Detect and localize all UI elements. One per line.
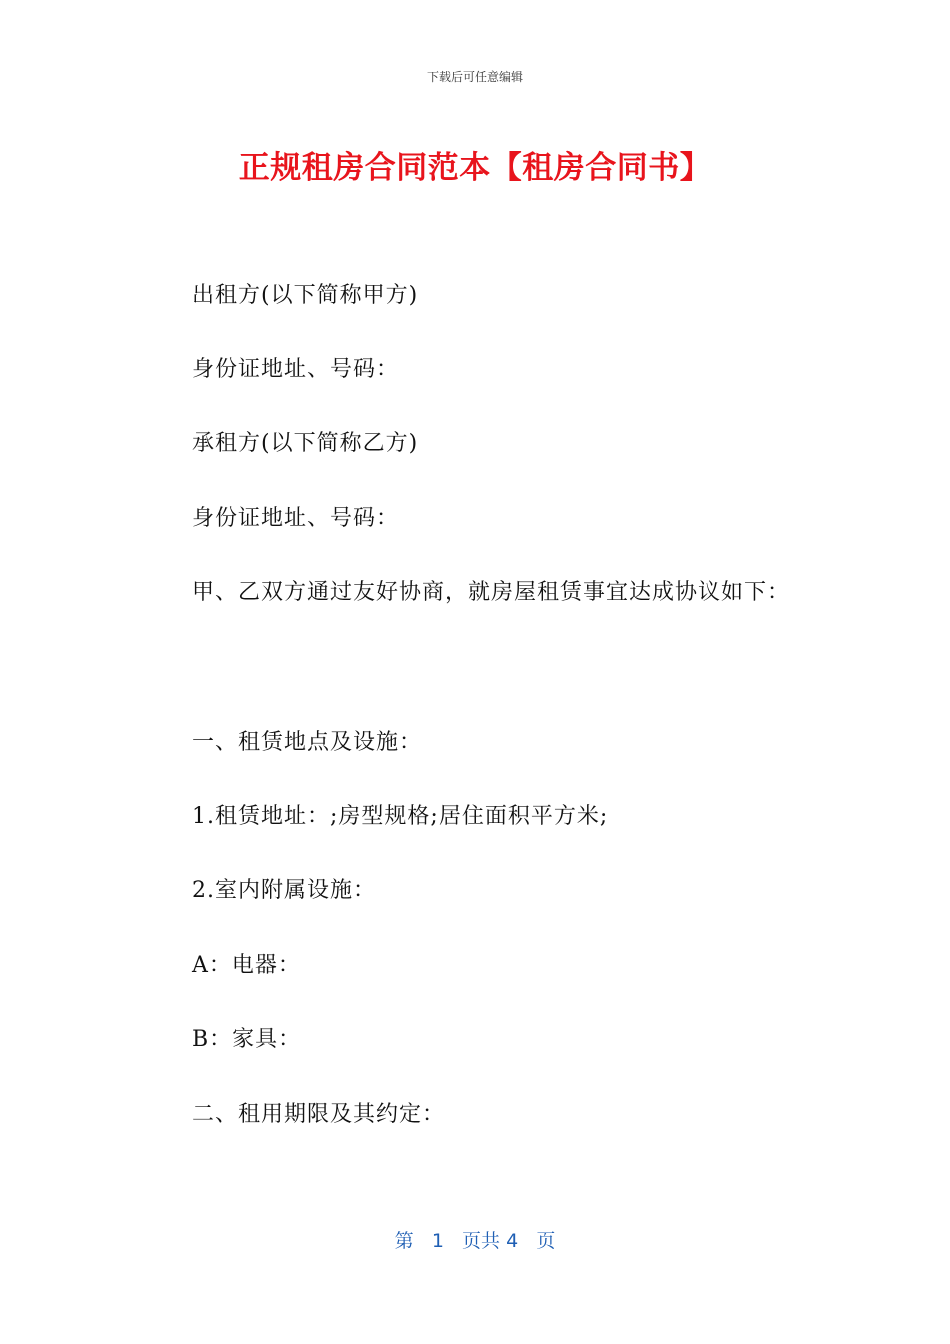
page-footer bbox=[0, 1226, 950, 1253]
header-note: 下载后可任意编辑 bbox=[426, 70, 523, 84]
footer-prefix: 第 bbox=[394, 1230, 414, 1252]
document-title: 正规租房合同范本【租房合同书】 bbox=[238, 150, 712, 186]
section-heading-location: 一、租赁地点及设施： bbox=[192, 730, 423, 755]
section-heading-term: 二、租用期限及其约定： bbox=[192, 1102, 446, 1127]
paragraph-facilities: 2.室内附属设施： bbox=[192, 878, 376, 903]
footer-suffix: 页 bbox=[536, 1230, 556, 1252]
paragraph-rental-address: 1.租赁地址：;房型规格;居住面积平方米; bbox=[192, 804, 609, 829]
paragraph-lessee: 承租方(以下简称乙方) bbox=[192, 431, 419, 456]
paragraph-lessee-id: 身份证地址、号码： bbox=[192, 506, 400, 531]
footer-mid: 页共 bbox=[462, 1230, 501, 1252]
paragraph-lessor: 出租方(以下简称甲方) bbox=[192, 283, 419, 308]
footer-current-page: 1 bbox=[431, 1230, 444, 1252]
footer-total-pages: 4 bbox=[506, 1230, 519, 1252]
paragraph-furniture: B：家具： bbox=[192, 1027, 302, 1052]
paragraph-agreement-intro: 甲、乙双方通过友好协商，就房屋租赁事宜达成协议如下： bbox=[192, 580, 791, 605]
paragraph-lessor-id: 身份证地址、号码： bbox=[192, 357, 400, 382]
paragraph-appliances: A：电器： bbox=[192, 953, 301, 978]
